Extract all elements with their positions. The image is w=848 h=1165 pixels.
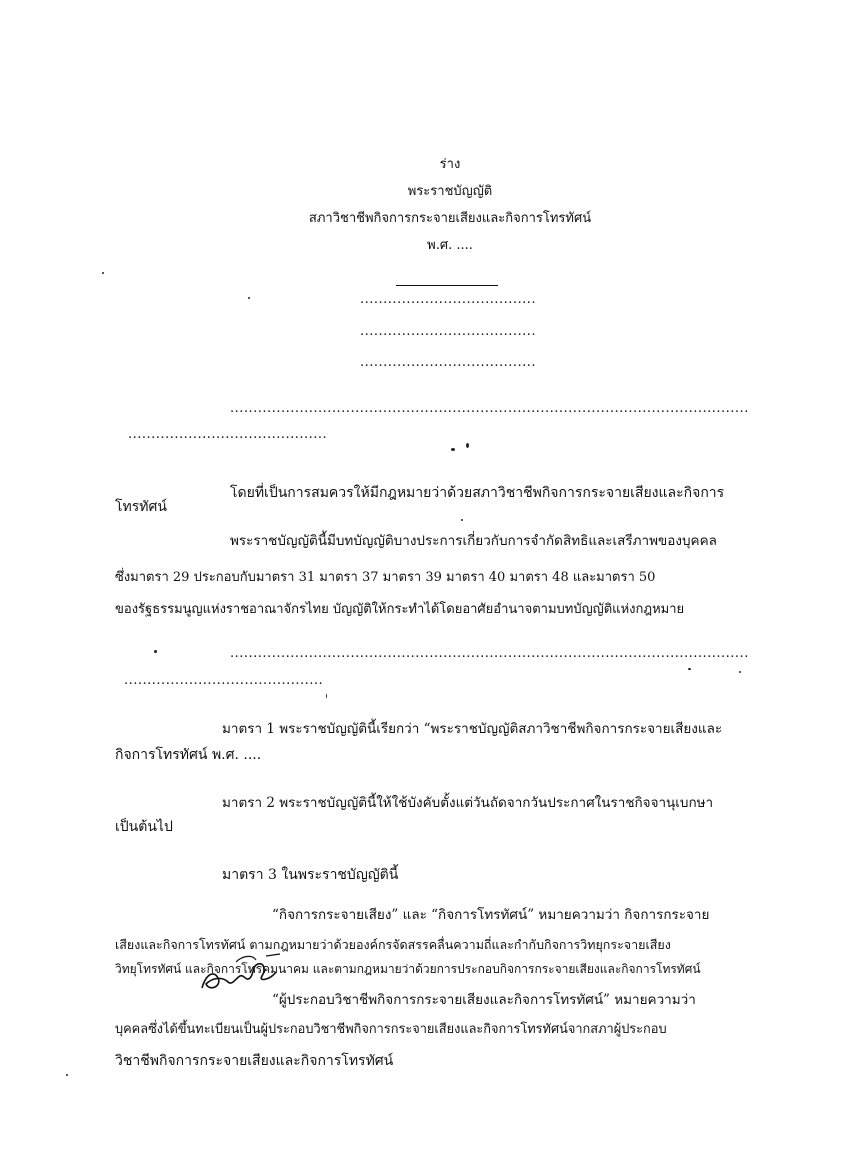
section-3-def1-line-1: “กิจการกระจายเสียง” และ “กิจการโทรทัศน์” หมายความว่า กิจการกระจาย [272,907,710,923]
preamble-dots-1: ................................................................................................................ [230,401,749,416]
scan-speck [688,668,691,670]
preamble-dots-2: ........................................... [128,427,328,442]
scan-speck [66,1074,68,1076]
section-3-def1-line-2: เสียงและกิจการโทรทัศน์ ตามกฎหมายว่าด้วยองค์กรจัดสรรคลื่นความถี่และกำกับกิจการวิทยุกระจายเสียง [115,937,671,952]
scan-speck [461,519,463,521]
preamble-dots-3: ................................................................................................................ [230,646,749,661]
scan-speck [739,671,741,673]
header-dots-1: ...................................... [360,292,537,307]
section-3-def2-line-2: บุคคลซึ่งได้ขึ้นทะเบียนเป็นผู้ประกอบวิชาชีพกิจการกระจายเสียงและกิจการโทรทัศน์จากสภาผู้ประกอบ [115,1022,667,1037]
handwritten-signature [196,948,286,1002]
section-1-line-1: มาตรา 1 พระราชบัญญัตินี้เรียกว่า “พระราชบัญญัติสภาวิชาชีพกิจการกระจายเสียงและ [222,721,723,737]
section-1-line-2: กิจการโทรทัศน์ พ.ศ. .... [115,747,262,763]
rights-line-3: ของรัฐธรรมนูญแห่งราชอาณาจักรไทย บัญญัติให้กระทำได้โดยอาศัยอำนาจตามบทบัญญัติแห่งกฎหมาย [115,602,685,617]
section-3-heading: มาตรา 3 ในพระราชบัญญัตินี้ [222,867,399,883]
draft-label: ร่าง [439,157,461,172]
scan-speck [451,448,455,451]
scan-speck [326,694,327,698]
section-2-line-2: เป็นต้นไป [115,819,173,835]
section-3-def2-line-3: วิชาชีพกิจการกระจายเสียงและกิจการโทรทัศน์ [115,1053,394,1069]
preamble-dots-4: ........................................... [124,673,324,688]
act-name: สภาวิชาชีพกิจการกระจายเสียงและกิจการโทรทัศน์ [308,211,592,226]
scan-speck [248,297,250,299]
header-dots-3: ...................................... [360,355,537,370]
header-rule [396,285,498,286]
act-type: พระราชบัญญัติ [407,184,493,199]
act-year: พ.ศ. .... [427,238,473,253]
scan-speck [154,650,157,653]
scan-speck [102,272,104,274]
whereas-line-1: โดยที่เป็นการสมควรให้มีกฎหมายว่าด้วยสภาวิชาชีพกิจการกระจายเสียงและกิจการ [230,485,725,501]
rights-line-1: พระราชบัญญัตินี้มีบทบัญญัติบางประการเกี่ยวกับการจำกัดสิทธิและเสรีภาพของบุคคล [230,533,717,549]
scan-speck [466,443,469,448]
whereas-line-2: โทรทัศน์ [115,499,167,515]
section-3-def2-line-1: “ผู้ประกอบวิชาชีพกิจการกระจายเสียงและกิจการโทรทัศน์” หมายความว่า [272,992,696,1008]
rights-line-2: ซึ่งมาตรา 29 ประกอบกับมาตรา 31 มาตรา 37 มาตรา 39 มาตรา 40 มาตรา 48 และมาตรา 50 [115,570,656,585]
section-2-line-1: มาตรา 2 พระราชบัญญัตินี้ให้ใช้บังคับตั้งแต่วันถัดจากวันประกาศในราชกิจจานุเบกษา [222,795,714,811]
header-dots-2: ...................................... [360,324,537,339]
section-3-def1-line-3: วิทยุโทรทัศน์ และกิจการโทรคมนาคม และตามกฎหมายว่าด้วยการประกอบกิจการกระจายเสียงและกิจการโทรทัศน์ [115,962,701,976]
